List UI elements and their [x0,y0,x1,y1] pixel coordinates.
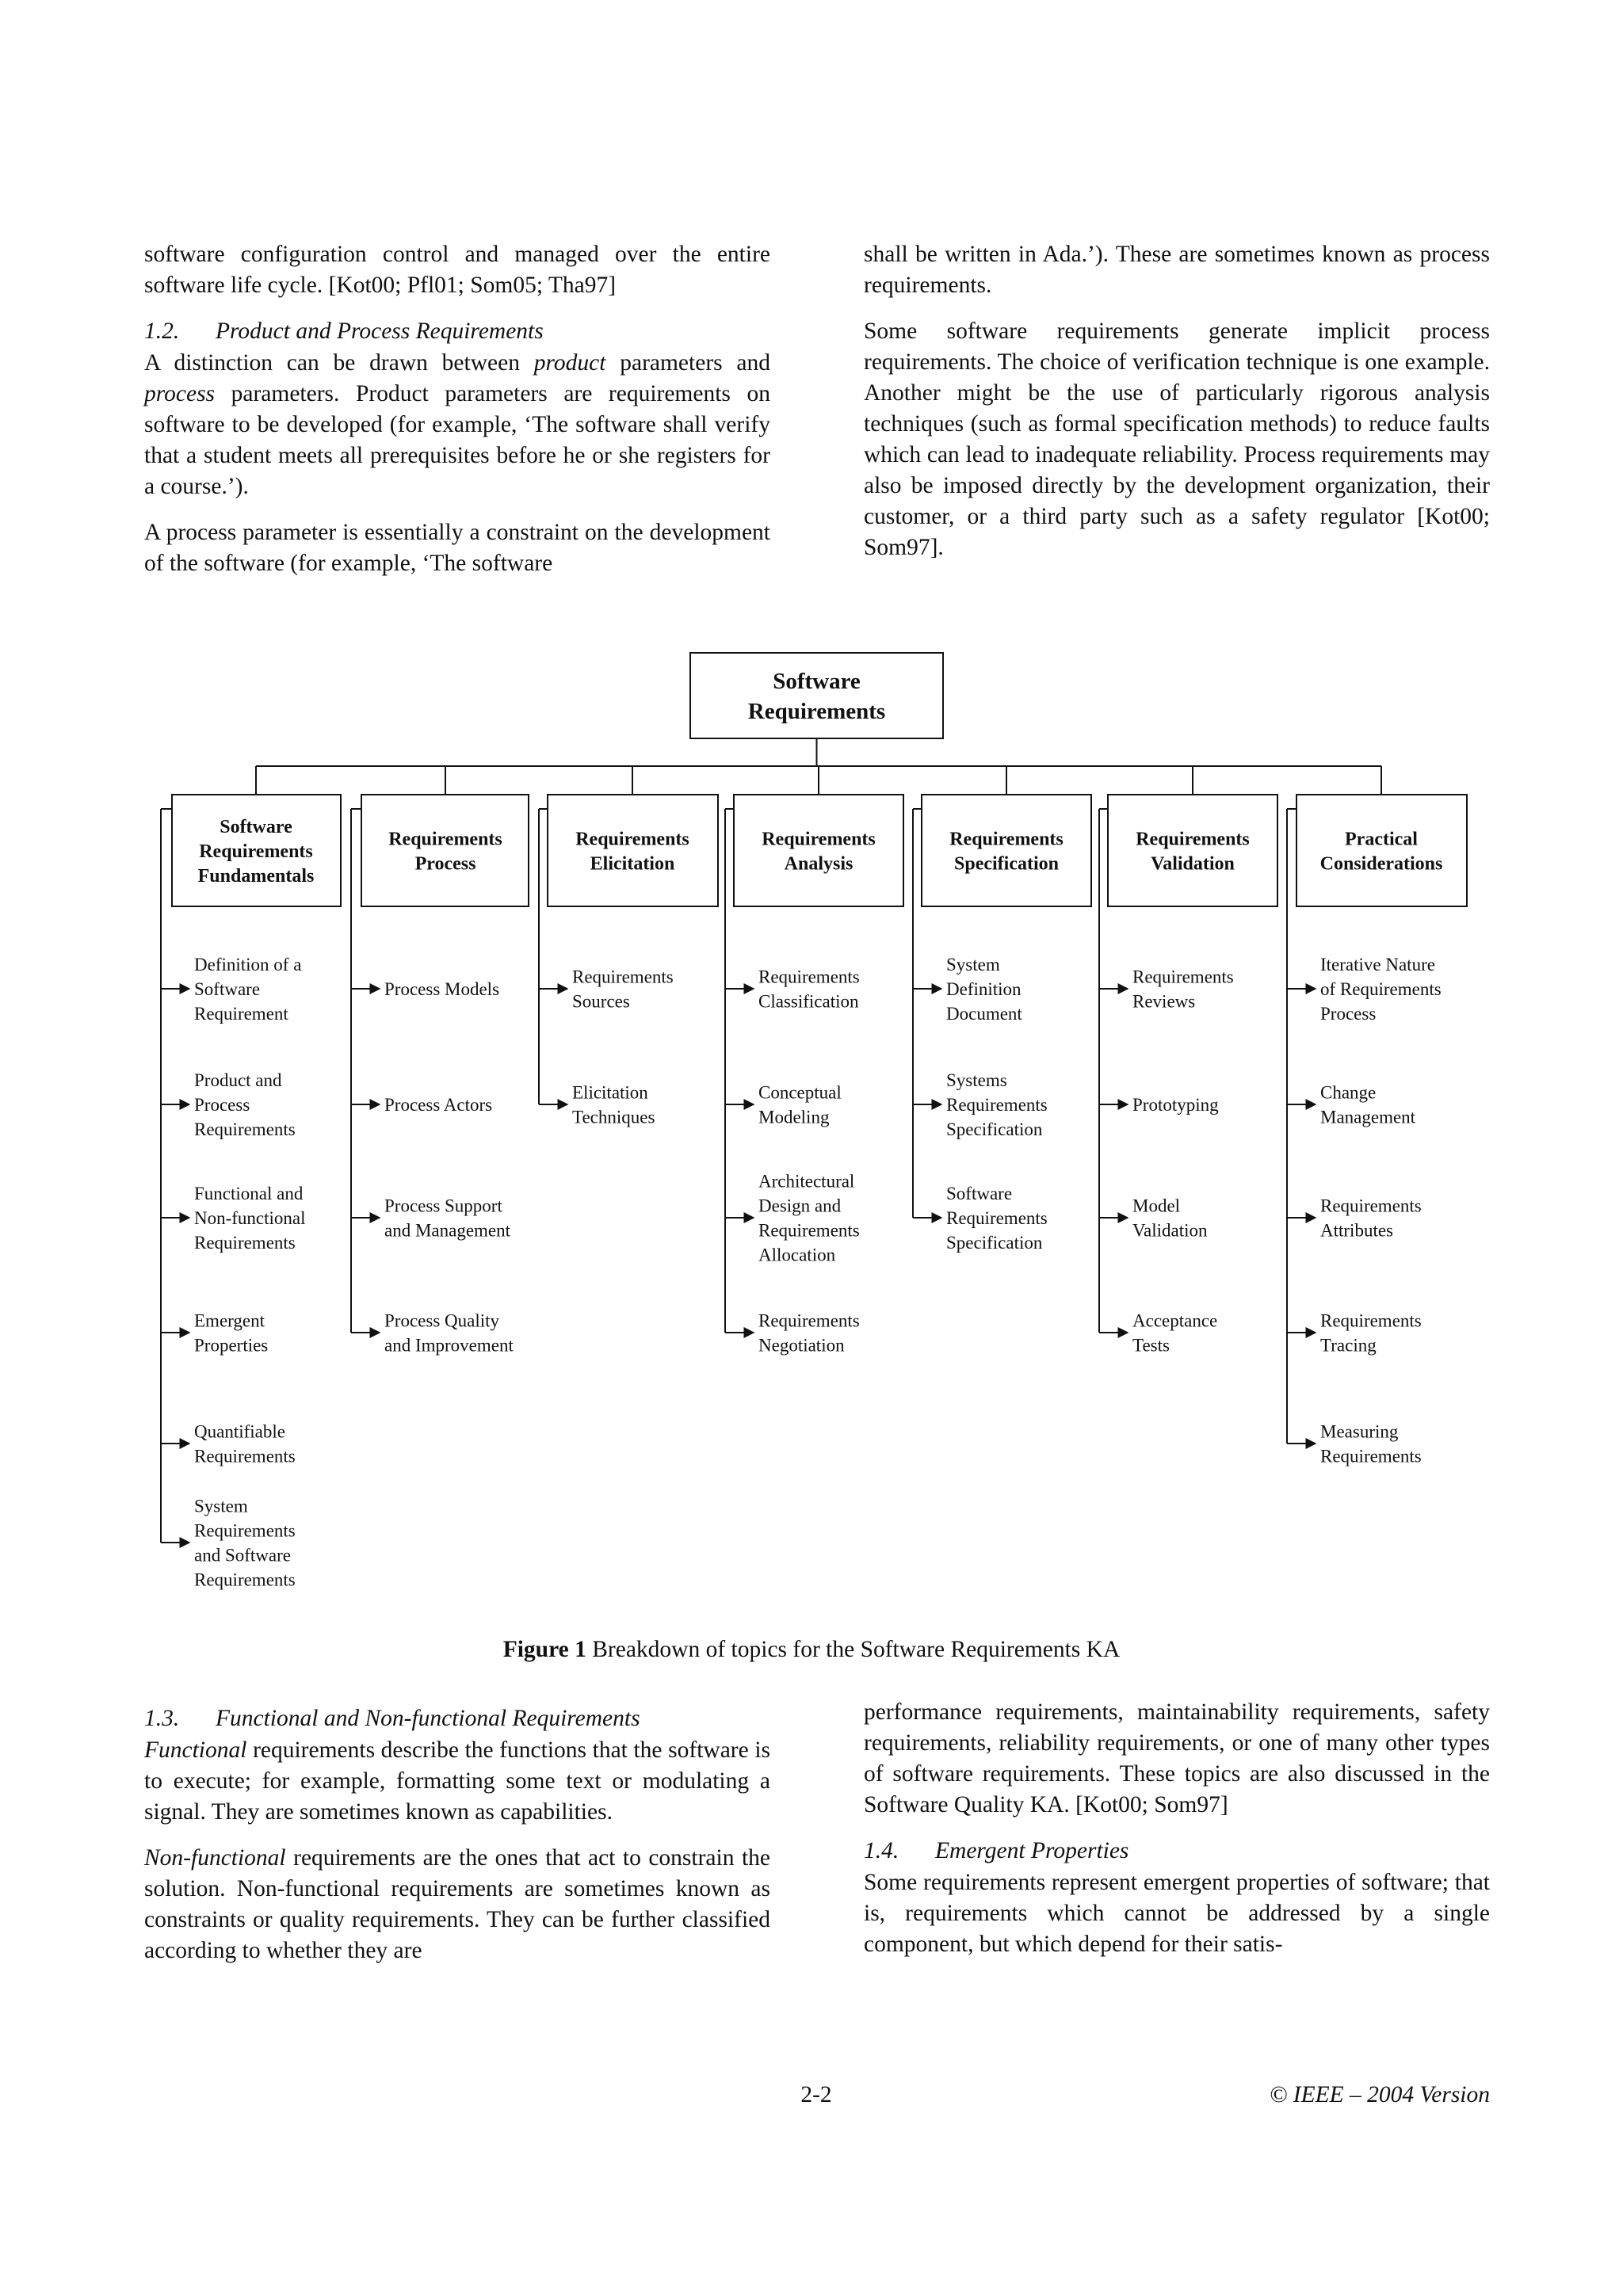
topic-title: Requirements Elicitation [575,829,689,875]
topic-title: Requirements Specification [949,829,1064,875]
root-box [690,653,943,738]
topic-box [1296,795,1467,906]
subtopic-label: Emergent Properties [194,1310,269,1356]
root-label: Software Requirements [747,669,886,725]
paragraph: A distinction can be drawn between product parameters and process parameters. Product parameters are requirements on software to be developed (for example, ‘The software shall verify that a student meets all prerequisites before he or she registers for a course.’). [144,350,770,499]
subtopic-label: Requirements Tracing [1320,1310,1422,1356]
subtopic-label: Process Quality and Improvement [384,1310,514,1356]
paragraph: Functional requirements describe the functions that the software is to execute; for example, formatting some text or modulating a signal. They are sometimes known as capabilities. [144,1737,770,1825]
copyright: © IEEE – 2004 Version [1269,2082,1490,2107]
section-heading-1-2: 1.2. Product and Process Requirements [144,318,544,344]
subtopic-label: Conceptual Modeling [758,1082,842,1127]
subtopic-label: Definition of a Software Requirement [194,955,302,1024]
paragraph: A process parameter is essentially a constraint on the development of the software (for example, ‘The software [144,520,770,576]
left-column-top [144,239,770,594]
subtopic-label: Acceptance Tests [1132,1310,1218,1356]
paragraph: performance requirements, maintainability requirements, safety requirements, reliability requirements, or one of many other types of software requirements. These topics are also discussed in the Software Quality KA. [Kot00; Som97] [864,1699,1490,1817]
topic-title: Requirements Analysis [762,829,876,875]
section-heading-1-3: 1.3. Functional and Non-functional Requirements [144,1706,640,1731]
subtopic-label: Requirements Negotiation [758,1310,860,1356]
subtopic-label: System Requirements and Software Requirements [194,1496,296,1590]
subtopic-label: Requirements Reviews [1132,967,1234,1012]
subtopic-label: Elicitation Techniques [572,1082,655,1127]
subtopic-label: Requirements Classification [758,967,860,1012]
subtopic-label: Requirements Attributes [1320,1196,1422,1241]
subtopic-label: Functional and Non-functional Requirements [194,1184,306,1253]
subtopic-label: Quantifiable Requirements [194,1421,296,1466]
figure-caption: Figure 1 Breakdown of topics for the Software Requirements KA [502,1637,1121,1662]
subtopic-label: Process Support and Management [384,1196,511,1241]
subtopic-label: Iterative Nature of Requirements Process [1320,955,1442,1024]
subtopic-label: Change Management [1320,1082,1416,1127]
topic-title: Practical Considerations [1319,829,1443,875]
subtopic-label: Model Validation [1132,1196,1208,1241]
subtopic-label: System Definition Document [946,955,1022,1024]
topic-box [361,795,529,906]
topic-box [1108,795,1277,906]
paragraph: Some software requirements generate implicit process requirements. The choice of verification technique is one example. Another might be the use of particularly rigorous analysis techniques (such as formal specification methods) to reduce faults which can lead to inadequate reliability. Process requirements may also be imposed directly by the development organization, their customer, or a third party such as a safety regulator [Kot00; Som97]. [864,318,1490,560]
topic-breakdown-diagram [0,634,1623,1616]
page-number: 2-2 [800,2082,832,2107]
subtopic-label: Process Models [384,979,500,1000]
paragraph: Some requirements represent emergent properties of software; that is, requirements which cannot be addressed by a single component, but which depend for their satis- [864,1870,1490,1957]
subtopic-label: Process Actors [384,1095,493,1116]
subtopic-label: Software Requirements Specification [946,1184,1048,1253]
left-column-bottom [144,1703,770,1981]
subtopic-label: Prototyping [1132,1095,1219,1116]
right-column-top [864,239,1490,578]
topic-title: Requirements Validation [1136,829,1250,875]
topic-title: Requirements Process [388,829,502,875]
paragraph: software configuration control and managed over the entire software life cycle. [Kot00; Pfl01; Som05; Tha97] [144,242,770,298]
section-heading-1-4: 1.4. Emergent Properties [864,1838,1129,1863]
right-column-bottom [864,1697,1490,1975]
topic-box [734,795,903,906]
subtopic-label: Requirements Sources [572,967,674,1012]
topic-box [548,795,718,906]
subtopic-label: Measuring Requirements [1320,1421,1422,1466]
topic-title: Software Requirements Fundamentals [197,816,315,887]
paragraph: Non-functional requirements are the ones that act to constrain the solution. Non-functional requirements are sometimes known as constraints or quality requirements. They can be further classified according to whether they are [144,1845,770,1963]
subtopic-label: Architectural Design and Requirements Allocation [758,1171,860,1265]
subtopic-label: Product and Process Requirements [194,1070,296,1140]
paragraph: shall be written in Ada.’). These are sometimes known as process requirements. [864,242,1490,298]
topic-box [922,795,1091,906]
subtopic-label: Systems Requirements Specification [946,1070,1048,1140]
